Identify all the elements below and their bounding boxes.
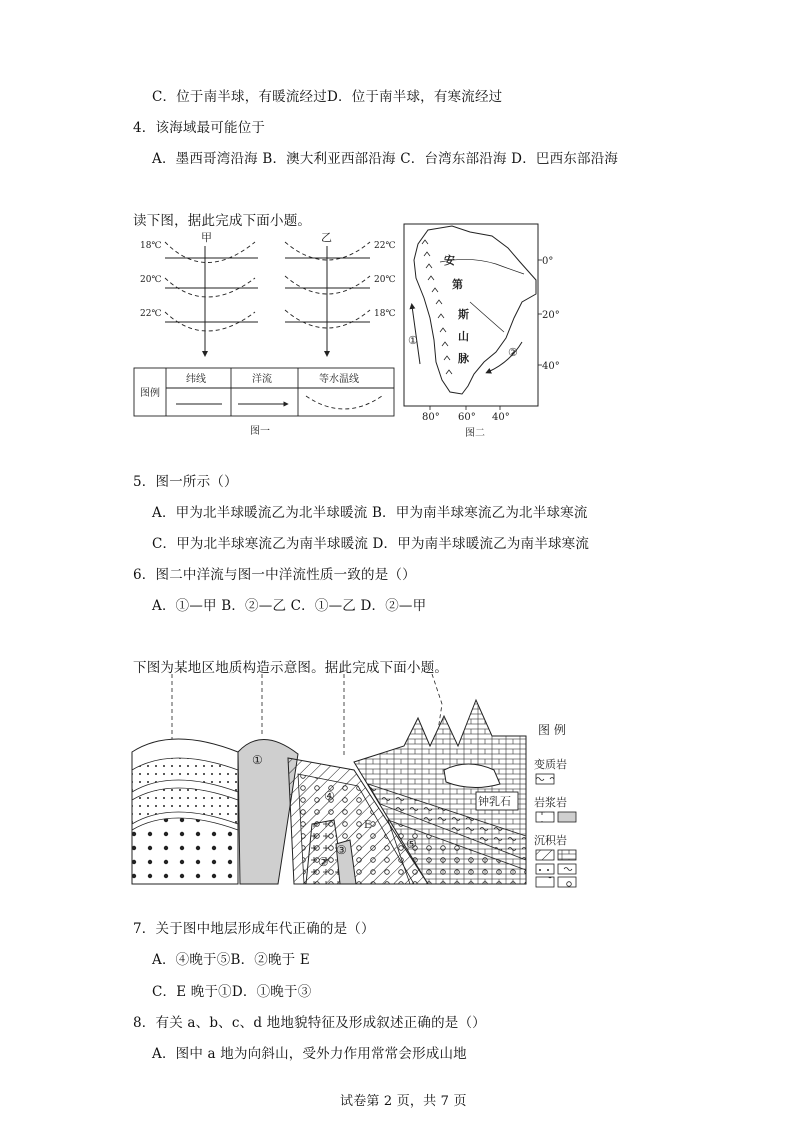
legend-igneous: 岩浆岩 <box>534 796 567 809</box>
temp-right-3: 18℃ <box>374 309 396 319</box>
q3-options-cd <box>152 85 502 105</box>
figure-1 <box>130 228 400 440</box>
q3-option-d: D．位于南半球，有寒流经过 <box>326 89 503 105</box>
andes-char-2: 第 <box>452 278 463 291</box>
lon-60: 60° <box>458 412 476 423</box>
q8-stem: 8．有关 a、b、c、d 地地貌特征及形成叙述正确的是（） <box>133 1015 486 1031</box>
q6-options: A．①—甲 B．②—乙 C．①—乙 D．②—甲 <box>152 598 427 614</box>
page-footer: 试卷第 2 页，共 7 页 <box>340 1094 467 1109</box>
stalactite-label: 钟乳石 <box>478 795 511 808</box>
legend-current: 洋流 <box>252 374 272 385</box>
label-E: E <box>364 820 372 831</box>
lat-0: 0° <box>542 256 554 267</box>
temp-left-1: 18℃ <box>140 241 162 251</box>
q8-option-a: A．图中 a 地为向斜山，受外力作用常常会形成山地 <box>152 1046 467 1062</box>
andes-char-4: 山 <box>458 330 469 343</box>
label-1: ① <box>252 753 263 767</box>
andes-char-5: 脉 <box>458 352 469 365</box>
lat-20: 20° <box>542 310 560 321</box>
figure-1-caption: 图一 <box>250 426 270 437</box>
label-jia: 甲 <box>201 231 212 244</box>
current-2-label: ② <box>508 346 518 359</box>
intro-2: 下图为某地区地质构造示意图。据此完成下面小题。 <box>133 660 449 676</box>
label-5: ⑤ <box>406 837 417 851</box>
legend-title-3: 图 例 <box>538 723 566 737</box>
lat-40: 40° <box>542 361 560 372</box>
q6-stem: 6．图二中洋流与图一中洋流性质一致的是（） <box>133 567 416 583</box>
temp-left-3: 22℃ <box>140 309 162 319</box>
temp-left-2: 20℃ <box>140 275 162 285</box>
andes-char-1: 安 <box>444 254 455 267</box>
figure-2 <box>400 222 570 440</box>
q3-option-c: C．位于南半球，有暖流经过 <box>152 89 327 105</box>
q5-options-cd: C．甲为北半球寒流乙为南半球暖流 D．甲为南半球暖流乙为南半球寒流 <box>152 536 590 552</box>
temp-right-1: 22℃ <box>374 241 396 251</box>
legend-metamorphic: 变质岩 <box>534 758 567 771</box>
label-2: ② <box>318 855 329 869</box>
legend-sedimentary: 沉积岩 <box>534 834 567 847</box>
label-yi: 乙 <box>321 231 332 244</box>
current-1-label: ① <box>408 334 418 347</box>
q7-options-cd: C．E 晚于①D．①晚于③ <box>152 984 312 1000</box>
lon-40: 40° <box>492 412 510 423</box>
andes-char-3: 斯 <box>458 308 469 321</box>
label-4: ④ <box>324 789 335 803</box>
q5-options-ab: A．甲为北半球暖流乙为北半球暖流 B．甲为南半球寒流乙为北半球寒流 <box>152 505 588 521</box>
intro-1: 读下图，据此完成下面小题。 <box>133 213 312 229</box>
legend-latitude: 纬线 <box>186 374 206 385</box>
lon-80: 80° <box>422 412 440 423</box>
q5-stem: 5．图一所示（） <box>133 474 238 490</box>
legend-title: 图例 <box>140 388 160 399</box>
label-3: ③ <box>336 843 347 857</box>
legend-isotherm: 等水温线 <box>319 374 359 385</box>
q4-options: A．墨西哥湾沿海 B．澳大利亚西部沿海 C．台湾东部沿海 D．巴西东部沿海 <box>152 151 619 167</box>
figure-3 <box>128 674 588 890</box>
figure-2-caption: 图二 <box>465 428 485 439</box>
q7-options-ab: A．④晚于⑤B．②晚于 E <box>152 952 310 968</box>
q4-stem: 4．该海域最可能位于 <box>133 120 266 136</box>
q7-stem: 7．关于图中地层形成年代正确的是（） <box>133 921 375 937</box>
temp-right-2: 20℃ <box>374 275 396 285</box>
